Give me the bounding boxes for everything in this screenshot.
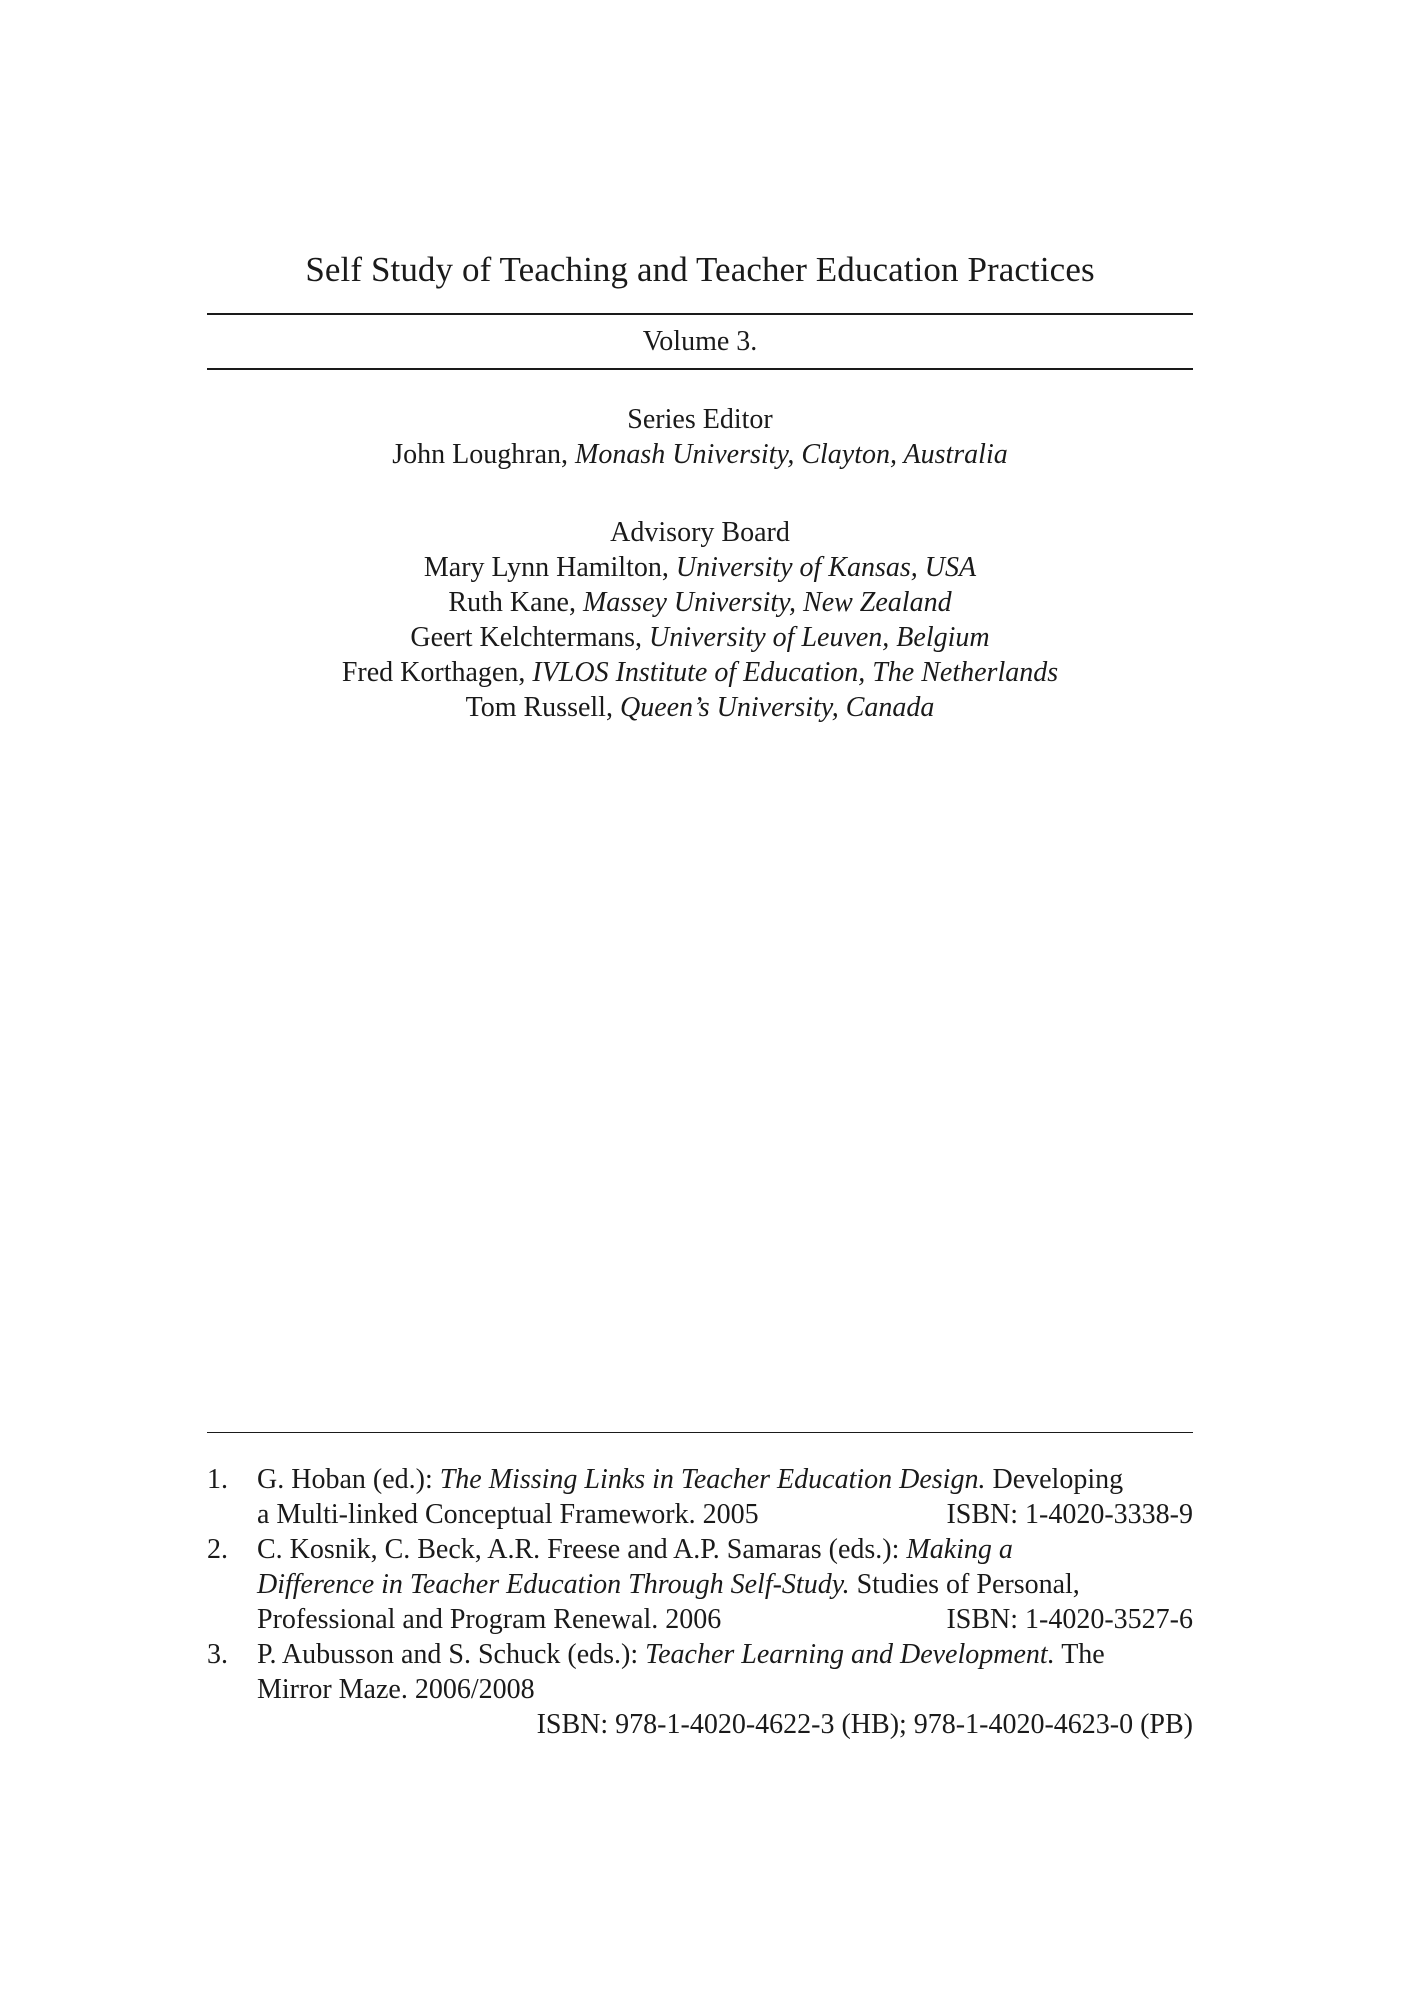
board-member-name: Fred Korthagen, xyxy=(341,657,533,688)
series-title: Self Study of Teaching and Teacher Education Practices xyxy=(305,250,1095,289)
board-member-name: Mary Lynn Hamilton, xyxy=(423,552,676,583)
series-volume-list xyxy=(207,1462,1193,1742)
volume-entry-line xyxy=(257,1532,1193,1567)
board-member xyxy=(207,620,1193,655)
volume-entry-authors: G. Hoban (ed.): xyxy=(257,1464,440,1495)
volume-entry-line xyxy=(257,1567,1193,1602)
series-list-rule xyxy=(207,1432,1193,1433)
board-member xyxy=(207,655,1193,690)
volume-entry-title: Difference in Teacher Education Through Self-Study. xyxy=(257,1569,850,1600)
series-editor-block xyxy=(207,402,1193,472)
volume-number: Volume 3. xyxy=(642,326,758,357)
volume-entry-number: 1. xyxy=(207,1464,228,1495)
volume-entry-line xyxy=(257,1462,1193,1497)
board-member-affiliation: University of Leuven, Belgium xyxy=(649,622,990,653)
board-member xyxy=(207,690,1193,725)
board-member xyxy=(207,550,1193,585)
series-editor-affiliation: Monash University, Clayton, Australia xyxy=(575,439,1008,470)
volume-entry-subtitle: Studies of Personal, xyxy=(849,1569,1080,1600)
volume-entry xyxy=(207,1532,1193,1637)
volume-entry-isbn: ISBN: 1-4020-3338-9 xyxy=(946,1499,1193,1530)
volume-entry-subtitle: The xyxy=(1054,1639,1105,1670)
volume-entry-line xyxy=(257,1637,1193,1672)
volume-entry-title: The Missing Links in Teacher Education Design. xyxy=(439,1464,986,1495)
volume-entry-title: Teacher Learning and Development. xyxy=(645,1639,1055,1670)
volume-entry xyxy=(207,1462,1193,1532)
series-editor-heading: Series Editor xyxy=(627,404,773,435)
board-member-affiliation: IVLOS Institute of Education, The Netherlands xyxy=(532,657,1059,688)
board-member-affiliation: University of Kansas, USA xyxy=(675,552,977,583)
volume-entry-line xyxy=(257,1497,1193,1532)
volume-entry-line xyxy=(257,1602,1193,1637)
volume-entry-number: 3. xyxy=(207,1639,228,1670)
volume-entry-subtitle: Mirror Maze. 2006/2008 xyxy=(257,1674,535,1705)
volume-entry xyxy=(207,1637,1193,1742)
title-rule-bottom xyxy=(207,368,1193,370)
volume-entry-title: Making a xyxy=(906,1534,1013,1565)
advisory-board-block xyxy=(207,515,1193,725)
volume-entry-subtitle: a Multi-linked Conceptual Framework. 2005 xyxy=(257,1499,759,1530)
volume-entry-isbn: ISBN: 978-1-4020-4622-3 (HB); 978-1-4020-4623-0 (PB) xyxy=(536,1709,1193,1740)
series-editor-name: John Loughran, xyxy=(392,439,576,470)
board-member-affiliation: Massey University, New Zealand xyxy=(582,587,952,618)
volume-entry-authors: C. Kosnik, C. Beck, A.R. Freese and A.P. Samaras (eds.): xyxy=(257,1534,907,1565)
volume-entry-line xyxy=(257,1672,1193,1707)
advisory-board-heading: Advisory Board xyxy=(610,517,790,548)
board-member-affiliation: Queen’s University, Canada xyxy=(619,692,935,723)
series-editor-line xyxy=(207,437,1193,472)
volume-entry-subtitle: Developing xyxy=(985,1464,1124,1495)
volume-entry-number: 2. xyxy=(207,1534,228,1565)
board-member-name: Ruth Kane, xyxy=(448,587,583,618)
volume-entry-subtitle: Professional and Program Renewal. 2006 xyxy=(257,1604,722,1635)
title-rule-top xyxy=(207,313,1193,315)
board-member xyxy=(207,585,1193,620)
board-member-name: Tom Russell, xyxy=(465,692,620,723)
volume-entry-authors: P. Aubusson and S. Schuck (eds.): xyxy=(257,1639,646,1670)
board-member-name: Geert Kelchtermans, xyxy=(410,622,650,653)
volume-entry-isbn: ISBN: 1-4020-3527-6 xyxy=(946,1604,1193,1635)
